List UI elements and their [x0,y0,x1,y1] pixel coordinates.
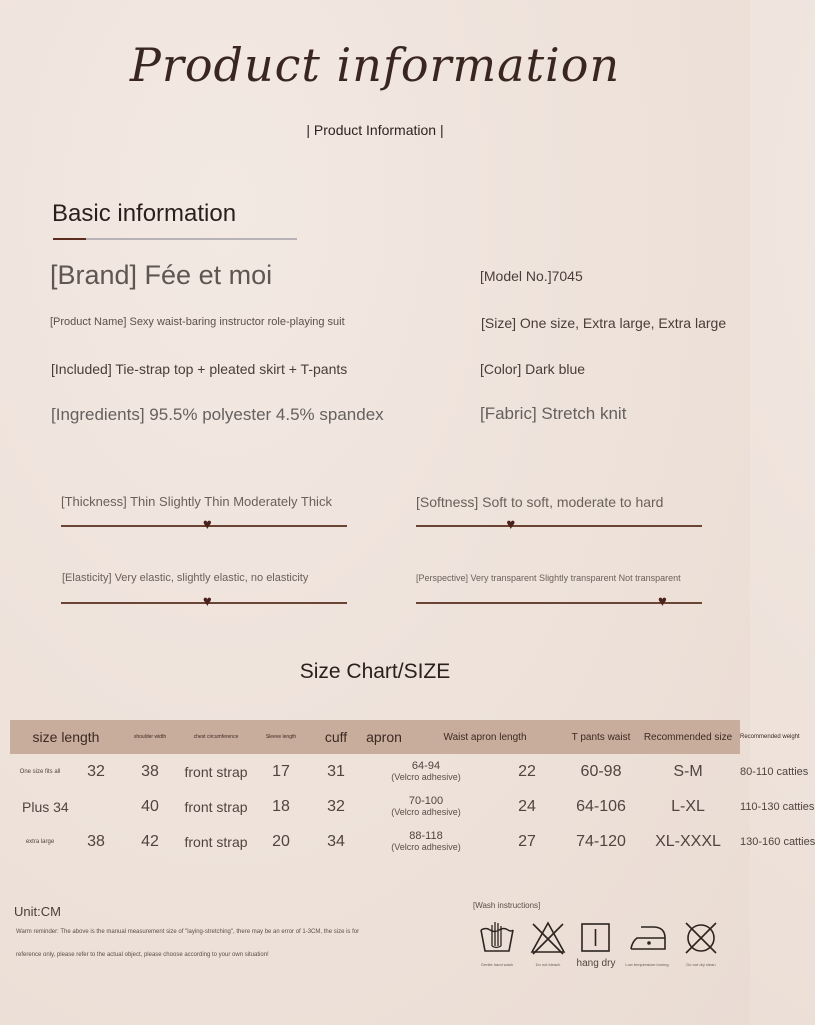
wash-caption-hang: hang dry [576,958,616,969]
apron-note: (Velcro adhesive) [391,807,461,817]
cell-shoulder: 42 [141,832,159,850]
col-apron: apron [364,720,404,754]
cell-rec-size: S-M [673,762,703,780]
col-rec-size: Recommended size [636,720,740,754]
cell-sleeve: 20 [272,832,290,850]
apron-value: 70-100 [408,795,444,807]
table-row: Plus 34 40 front strap 18 32 70-100 (Velcro adhesive) 24 64-106 L-XL 110-130 catties [10,789,740,824]
low-iron-icon [629,920,667,956]
size-table-header: size length shoulder width chest circumference Sleeve length cuff apron Waist apron length T pants waist Recommended size Recommended weight [10,720,740,754]
ingredients-text: [Ingredients] 95.5% polyester 4.5% spandex [51,405,384,424]
apron-note: (Velcro adhesive) [391,842,461,852]
cell-size: Plus 34 [22,798,69,815]
col-chest: chest circumference [178,720,254,754]
cell-tpants: 60-98 [580,762,622,780]
cell-cuff: 31 [327,762,345,780]
included-text: [Included] Tie-strap top + pleated skirt + T-pants [51,361,348,377]
thickness-label: [Thickness] Thin Slightly Thin Moderately Thick [61,494,332,509]
hang-dry-icon [577,920,615,956]
brand-text: [Brand] Fée et moi [50,260,273,290]
softness-heart-marker: ♥ [506,516,516,533]
cell-apron [364,824,488,859]
cell-chest: front strap [184,798,248,815]
model-text: [Model No.]7045 [480,268,583,284]
col-sleeve: Sleeve length [254,720,308,754]
elasticity-heart-marker: ♥ [202,593,212,610]
cell-shoulder: 38 [141,762,159,780]
cell-chest: front strap [184,833,248,850]
cell-cuff: 34 [327,832,345,850]
cell-tpants: 74-120 [576,832,626,850]
section-heading-basic: Basic information [52,200,237,227]
fabric-text: [Fabric] Stretch knit [480,404,627,423]
cell-apron [364,789,488,824]
table-row: extra large 38 42 front strap 20 34 88-118 (Velcro adhesive) 27 74-120 XL-XXXL 130-160 catties [10,824,740,859]
wash-caption-dryclean: Do not dry clean [686,962,716,967]
cell-length: 32 [87,762,105,780]
size-table [10,720,815,859]
unit-label: Unit:CM [14,904,61,919]
table-row: One size fits all 32 38 front strap 17 31 64-94 (Velcro adhesive) 22 60-98 S-M 80-110 catties [10,754,740,789]
wash-caption-hand: Gentle hand wash [480,962,514,967]
cell-shoulder: 40 [141,797,159,815]
product-name-text: [Product Name] Sexy waist-baring instructor role-playing suit [50,316,345,328]
cell-size: extra large [25,838,55,845]
cell-length: 38 [87,832,105,850]
wash-caption-bleach: Do not bleach [535,962,561,967]
col-waist-apron: Waist apron length [404,720,566,754]
warm-reminder-line1: Warm reminder: The above is the manual measurement size of "laying-stretching", there may be an error of 1-3CM, the size is for [16,929,360,935]
cell-cuff: 32 [327,797,345,815]
apron-value: 64-94 [411,760,441,772]
cell-waist-apron: 27 [518,832,536,850]
cell-waist-apron: 22 [518,762,536,780]
page-subtitle: | Product Information | [306,122,444,138]
apron-note: (Velcro adhesive) [391,772,461,782]
col-size-length: size length [10,720,122,754]
wash-instructions-title: [Wash instructions] [473,901,541,910]
wash-caption-iron: Low temperature ironing [625,962,669,967]
cell-size: One size fits all [19,768,61,775]
cell-rec-size: XL-XXXL [655,832,721,850]
col-shoulder-width: shoulder width [122,720,178,754]
cell-sleeve: 18 [272,797,290,815]
apron-value: 88-118 [409,830,443,842]
no-dry-clean-icon [682,920,720,956]
size-chart-title: Size Chart/SIZE [299,660,451,683]
hand-wash-icon [478,918,516,954]
heading-underline [53,238,297,240]
cell-chest: front strap [184,763,248,780]
softness-track [416,525,702,527]
col-cuff: cuff [308,720,364,754]
cell-apron [364,754,488,789]
softness-label: [Softness] Soft to soft, moderate to hard [416,494,664,510]
perspective-heart-marker: ♥ [658,593,667,610]
color-text: [Color] Dark blue [480,361,586,377]
script-title: Product information [129,38,621,92]
heading-underline-accent [53,238,86,240]
col-tpants-waist: T pants waist [566,720,636,754]
no-bleach-icon [529,920,567,956]
cell-sleeve: 17 [272,762,290,780]
thickness-heart-marker: ♥ [202,516,212,533]
cell-waist-apron: 24 [518,797,536,815]
cell-tpants: 64-106 [576,797,626,815]
cell-rec-size: L-XL [671,797,705,815]
perspective-label: [Perspective] Very transparent Slightly transparent Not transparent [416,573,681,583]
warm-reminder-line2: reference only, please refer to the actual object, please choose according to your own situation! [16,952,269,958]
size-text: [Size] One size, Extra large, Extra large [481,315,727,331]
elasticity-label: [Elasticity] Very elastic, slightly elastic, no elasticity [62,572,309,584]
